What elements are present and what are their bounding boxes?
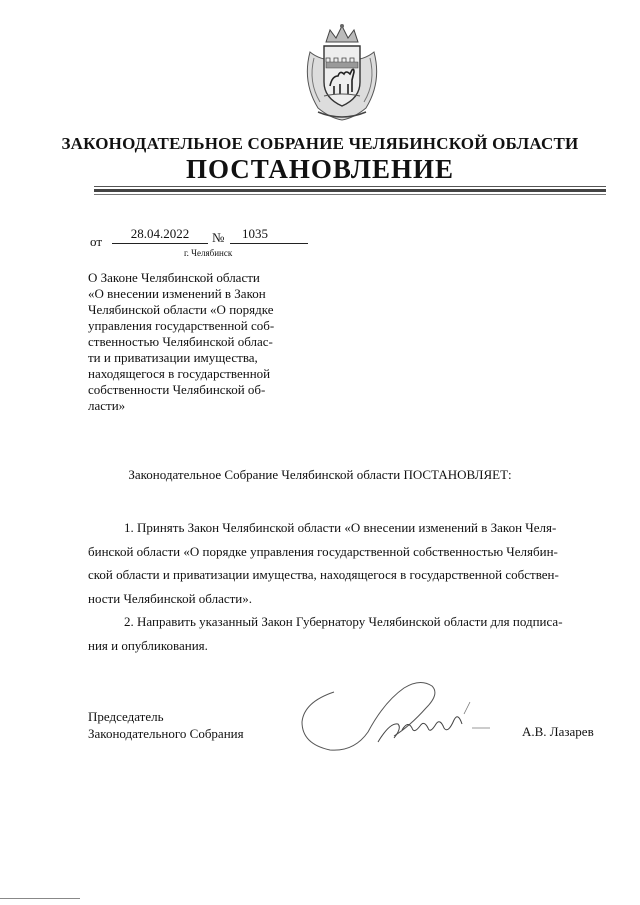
body-line: 1. Принять Закон Челябинской области «О внесении изменений в Закон Челя-	[124, 520, 557, 535]
signatory-title-line: Законодательного Собрания	[88, 726, 244, 741]
document-subject	[88, 270, 295, 414]
subject-line: Челябинской области «О порядке	[88, 302, 274, 317]
page-edge-mark	[0, 898, 80, 899]
header-divider-thick	[94, 189, 606, 192]
date-from-label: от	[90, 234, 103, 249]
document-number: 1035	[230, 226, 308, 244]
body-line: бинской области «О порядке управления государственной собственностью Челябин-	[88, 543, 558, 559]
signatory-title-line: Председатель	[88, 709, 164, 724]
resolution-body	[88, 516, 600, 657]
subject-line: управления государственной соб-	[88, 318, 275, 333]
document-city: г. Челябинск	[184, 248, 233, 258]
signatory-title	[88, 708, 244, 742]
body-line: 2. Направить указанный Закон Губернатору Челябинской области для подписа-	[124, 614, 563, 629]
subject-line: «О внесении изменений в Закон	[88, 286, 266, 301]
signatory-name: А.В. Лазарев	[522, 724, 594, 739]
organization-title: ЗАКОНОДАТЕЛЬНОЕ СОБРАНИЕ ЧЕЛЯБИНСКОЙ ОБЛАСТИ	[61, 134, 579, 153]
resolution-preamble: Законодательное Собрание Челябинской области ПОСТАНОВЛЯЕТ:	[128, 467, 512, 482]
subject-line: находящегося в государственной	[88, 366, 271, 381]
subject-line: ти и приватизации имущества,	[88, 350, 258, 365]
body-line: ской области и приватизации имущества, находящегося в государственной собствен-	[88, 567, 559, 582]
document-date: 28.04.2022	[112, 226, 208, 244]
subject-line: ственностью Челябинской облас-	[88, 334, 273, 349]
subject-line: ласти»	[88, 398, 126, 413]
handwritten-signature	[294, 672, 494, 760]
subject-line: собственности Челябинской об-	[88, 382, 266, 397]
header-divider-thin-lower	[94, 194, 606, 195]
coat-of-arms-emblem	[296, 22, 388, 122]
number-label: №	[212, 230, 225, 245]
header-divider-thin	[94, 186, 606, 187]
document-type-title: ПОСТАНОВЛЕНИЕ	[185, 154, 455, 184]
body-line: ния и опубликования.	[88, 637, 208, 653]
body-line: ности Челябинской области».	[88, 590, 252, 606]
subject-line: О Законе Челябинской области	[88, 270, 260, 285]
